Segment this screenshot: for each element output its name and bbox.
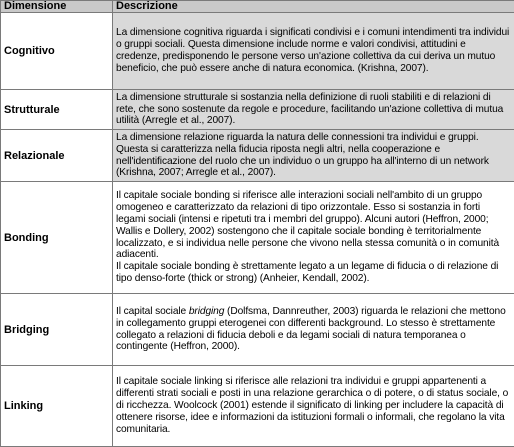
dimension-relazionale: Relazionale: [1, 130, 113, 182]
bridging-text-post: (Dolfsma, Dannreuther, 2003) riguarda le relazioni che mettono in collegamento gruppi eterogenei con differenti background. Lo stesso è strettamente collegato a relazioni di fiducia deboli e da legami sociali di natura temporanea o contingente (Heffron, 2000).: [116, 305, 506, 353]
bonding-paragraph-1: Il capitale sociale bonding si riferisce alle interazioni sociali nell'ambito di un gruppo omogeneo e caratterizzato da relazioni di tipo orizzontale. Esso si sostanzia in forti legami sociali (intensi e ripetuti tra i membri del gruppo). Alcuni autori (Heffron, 2000; Wallis e Dollery, 2002) sostengono che il capitale sociale bonding è territorialmente localizzato, e si individua nelle persone che vivono nella stessa comunità o in comunità adiacenti.: [116, 189, 500, 261]
description-bridging: [113, 294, 514, 366]
bonding-paragraph-2: Il capitale sociale bonding è strettamente legato a un legame di fiducia o di relazione di tipo denso-forte (thick or strong) (Anheier, Kendall, 2002).: [116, 261, 499, 285]
description-bonding: [113, 182, 514, 294]
dimension-cognitivo: Cognitivo: [1, 13, 113, 90]
description-strutturale: La dimensione strutturale si sostanzia nella definizione di ruoli stabiliti e di relazioni di rete, che sono sostenute da regole e procedure, facilitando un'azione collettiva di mutua utilità (Arregle et al., 2007).: [113, 90, 514, 130]
dimension-bonding: Bonding: [1, 182, 113, 294]
header-dimensione: Dimensione: [1, 1, 113, 13]
bridging-term: bridging: [188, 305, 225, 317]
dimension-strutturale: Strutturale: [1, 90, 113, 130]
description-linking: Il capitale sociale linking si riferisce alle relazioni tra individui e gruppi appartenenti a differenti strati sociali e posti in una relazione gerarchica o di potere, o di status sociale, o di ricchezza. Woolcock (2001) estende il significato di linking per includere la capacità di ottenere risorse, idee e informazioni da istituzioni formali o informali, che regolano la vita comunitaria.: [113, 366, 514, 447]
header-descrizione: Descrizione: [113, 1, 514, 13]
table-row: [1, 182, 514, 294]
description-cognitivo: La dimensione cognitiva riguarda i significati condivisi e i comuni intendimenti tra individui o gruppi sociali. Questa dimensione include norme e valori condivisi, attitudini e credenze, predisponendo le persone verso un'azione collettiva da cui deriva un mutuo beneficio, che può essere anche di natura economica. (Krishna, 2007).: [113, 13, 514, 90]
table-header-row: [1, 1, 514, 13]
table-row: [1, 90, 514, 130]
table-row: [1, 294, 514, 366]
description-relazionale: La dimensione relazione riguarda la natura delle connessioni tra individui e gruppi. Questa si caratterizza nella fiducia riposta negli altri, nella cooperazione e nell'identificazione del ruolo che un individuo o un gruppo ha all'interno di un network (Krishna, 2007; Arregle et al., 2007).: [113, 130, 514, 182]
bridging-text-pre: Il capital sociale: [116, 305, 189, 317]
table-row: [1, 366, 514, 447]
dimension-bridging: Bridging: [1, 294, 113, 366]
table-row: [1, 130, 514, 182]
dimension-linking: Linking: [1, 366, 113, 447]
table-row: [1, 13, 514, 90]
